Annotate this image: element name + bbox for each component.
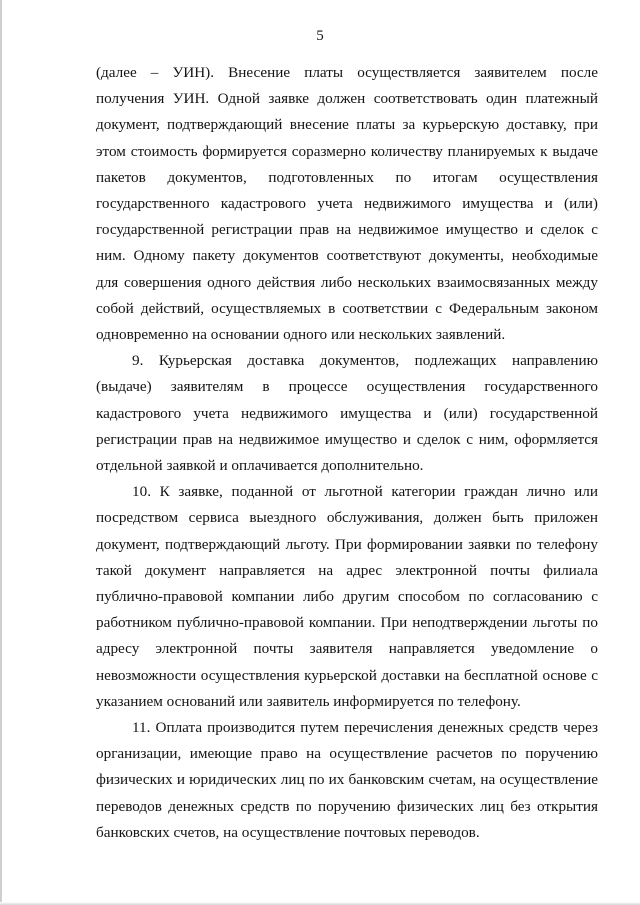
paragraph-continuation: (далее – УИН). Внесение платы осуществляется заявителем после получения УИН. Одной заявке должен соответствовать один платежный документ, подтверждающий внесение платы за курьерскую доставку, при этом стоимость формируется соразмерно количеству планируемых к выдаче пакетов документов, подготовленных по итогам осуществления государственного кадастрового учета недвижимого имущества и (или) государственной регистрации прав на недвижимое имущество и сделок с ним. Одному пакету документов соответствуют документы, необходимые для совершения одного действия либо нескольких взаимосвязанных между собой действий, осуществляемых в соответствии с Федеральным законом одновременно на основании одного или нескольких заявлений.: [96, 64, 598, 344]
paragraph-item-10: 10. К заявке, поданной от льготной категории граждан лично или посредством сервиса выездного обслуживания, должен быть приложен документ, подтверждающий льготу. При формировании заявки по телефону такой документ направляется на адрес электронной почты филиала публично-правовой компании либо другим способом по согласованию с работником публично-правовой компании. При неподтверждении льготы по адресу электронной почты заявителя направляется уведомление о невозможности осуществления курьерской доставки на бесплатной основе с указанием оснований или заявитель информируется по телефону.: [96, 483, 598, 710]
paragraph-item-11: 11. Оплата производится путем перечисления денежных средств через организации, имеющие право на осуществление расчетов по поручению физических и юридических лиц по их банковским счетам, на осуществление переводов денежных средств по поручению физических лиц без открытия банковских счетов, на осуществление почтовых переводов.: [96, 719, 598, 841]
document-body: [96, 60, 598, 846]
scan-edge: [0, 0, 2, 905]
page-number: 5: [316, 28, 324, 44]
paragraph-item-9: 9. Курьерская доставка документов, подлежащих направлению (выдаче) заявителям в процессе осуществления государственного кадастрового учета недвижимого имущества и (или) государственной регистрации прав на недвижимое имущество и сделок с ним, оформляется отдельной заявкой и оплачивается дополнительно.: [96, 352, 598, 475]
